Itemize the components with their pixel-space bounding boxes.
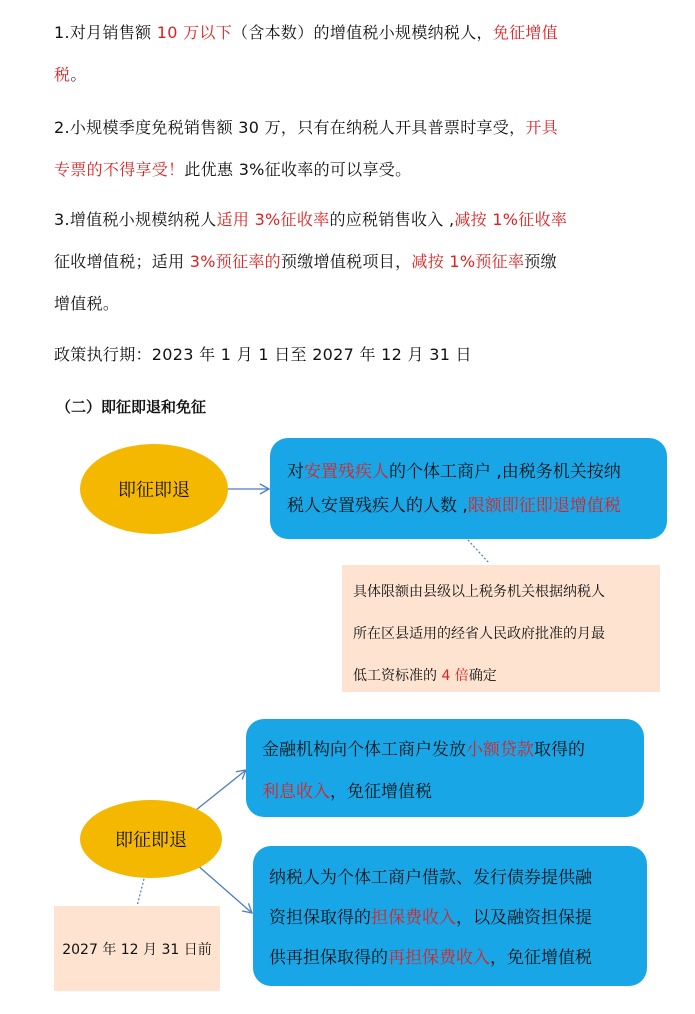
text-segment: 的个体工商户 ,由税务机关按纳 (389, 462, 621, 482)
deadline-text: 2027 年 12 月 31 日前 (62, 941, 212, 958)
policy-period-text: 政策执行期：2023 年 1 月 1 日至 2027 年 12 月 31 日 (54, 345, 472, 364)
highlight-text: 专票的不得享受！ (54, 160, 185, 179)
note-line: 具体限额由县级以上税务机关根据纳税人 (353, 584, 605, 600)
text-segment: 对 (287, 462, 304, 482)
bubble-line (269, 900, 647, 936)
section-heading: （二）即征即退和免征 (56, 398, 207, 416)
bubble-line: 纳税人为个体工商户借款、发行债券提供融 (269, 868, 592, 888)
arrow-to-bubble-top (196, 770, 246, 810)
highlight-text: 安置残疾人 (304, 462, 389, 482)
bubble-line (262, 733, 644, 767)
highlight-text: 3%预征率的 (189, 252, 281, 271)
note-line (353, 662, 660, 690)
text-segment: 资担保取得的 (269, 908, 371, 928)
oval-label: 即征即退 (115, 830, 187, 851)
text-segment: 1.对月销售额 (54, 23, 157, 42)
highlight-text: 10 万以下 (156, 23, 233, 42)
highlight-text: 再担保费收入 (388, 948, 490, 968)
text-segment: 供再担保取得的 (269, 948, 388, 968)
bubble-guarantee-fee (253, 846, 647, 986)
text-segment: 预缴 (524, 252, 557, 271)
dotted-leader-2 (137, 875, 145, 906)
text-segment: 确定 (468, 668, 497, 684)
text-segment: ，免征增值税 (490, 948, 592, 968)
oval-immediate-refund (80, 444, 228, 534)
oval-label: 即征即退 (118, 480, 190, 501)
bubble-small-loan-interest (246, 719, 644, 817)
text-segment: 3.增值税小规模纳税人 (54, 210, 217, 229)
text-segment: 金融机构向个体工商户发放 (262, 740, 466, 760)
text-segment: 征收增值税；适用 (54, 252, 190, 271)
highlight-text: 适用 3%征收率 (216, 210, 330, 229)
text-segment: 此优惠 3%征收率的可以享受。 (184, 160, 412, 179)
highlight-text: 减按 1%征收率 (454, 210, 568, 229)
note-quota-detail (342, 565, 660, 692)
note-deadline (54, 906, 220, 991)
text-segment: 取得的 (534, 740, 585, 760)
bubble-disabled-employment (270, 438, 667, 539)
highlight-text: 利息收入 (262, 782, 330, 802)
highlight-text: 减按 1%预征率 (411, 252, 525, 271)
highlight-text: 限额即征即退增值税 (467, 496, 621, 516)
text-segment: 2.小规模季度免税销售额 30 万，只有在纳税人开具普票时享受， (54, 118, 526, 137)
highlight-text: 开具 (525, 118, 559, 137)
highlight-text: 小额贷款 (466, 740, 534, 760)
dotted-leader-1 (468, 540, 489, 563)
highlight-text: 4 倍 (441, 668, 469, 684)
text-segment: （含本数）的增值税小规模纳税人， (232, 23, 493, 42)
bubble-line (262, 775, 644, 809)
text-segment: 低工资标准的 (353, 668, 442, 684)
bubble-line (287, 489, 667, 523)
highlight-text: 税 (54, 65, 71, 84)
oval-immediate-refund-2 (80, 800, 222, 878)
note-line: 所在区县适用的经省人民政府批准的月最 (353, 626, 605, 642)
text-segment: 预缴增值税项目， (280, 252, 412, 271)
highlight-text: 担保费收入 (371, 908, 456, 928)
text-segment: 增值税。 (54, 294, 120, 313)
bubble-line (269, 940, 647, 976)
text-segment: 税人安置残疾人的人数 , (287, 496, 468, 516)
bubble-line (287, 455, 667, 489)
text-segment: ，以及融资担保提 (456, 908, 592, 928)
text-segment: 的应税销售收入 , (329, 210, 455, 229)
text-segment: ，免征增值税 (330, 782, 432, 802)
highlight-text: 免征增值 (492, 23, 559, 42)
text-segment: 。 (70, 65, 87, 84)
